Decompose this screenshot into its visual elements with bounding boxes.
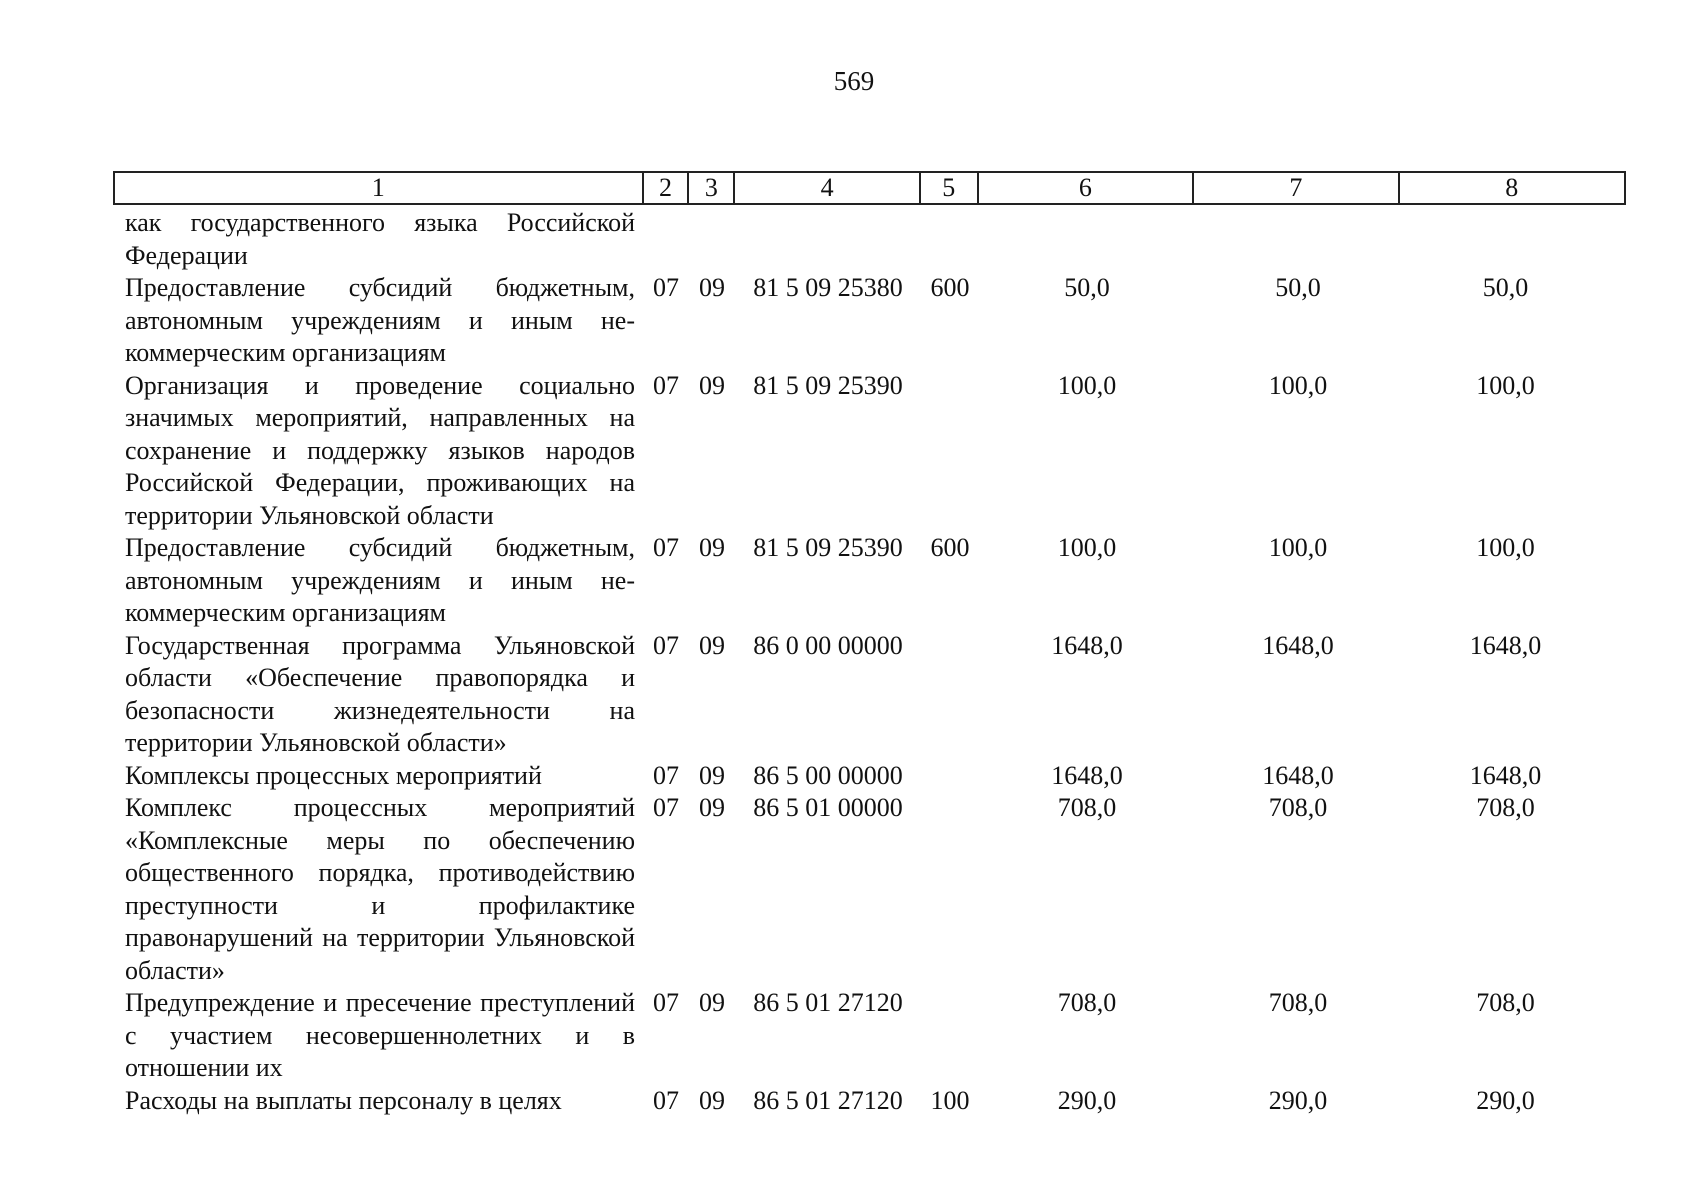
row-expense-type	[921, 760, 979, 793]
row-subsection: 09	[699, 630, 725, 660]
row-name: Организация и проведение социально значимых мероприятий, направленных на сохранение и поддержку языков народов Российской Федерации, проживающих на территории Ульяновской области	[125, 370, 635, 530]
row-name: как государственного языка Российской Федерации	[125, 208, 635, 270]
row-target-code: 81 5 09 25390	[753, 370, 903, 400]
row-amount-col7: 1648,0	[1262, 630, 1334, 660]
row-subsection: 09	[699, 370, 725, 400]
page-number: 569	[833, 66, 875, 96]
row-target-code: 81 5 09 25380	[753, 273, 903, 302]
row-expense-type	[921, 630, 979, 760]
row-amount-col6: 100,0	[1057, 370, 1117, 400]
row-expense-type	[921, 207, 979, 272]
row-expense-type	[921, 792, 979, 987]
row-name: Государственная программа Ульяновской области «Обеспечение правопорядка и безопасности жизнедеятельности на территории Ульяновской области»	[125, 630, 635, 757]
row-section: 07	[653, 1085, 679, 1115]
table-row	[113, 760, 1626, 793]
table-row	[113, 792, 1626, 987]
row-subsection: 09	[699, 533, 725, 562]
row-expense-type: 100	[930, 1085, 970, 1115]
row-amount-col6: 290,0	[1057, 1085, 1117, 1115]
row-amount-col7: 100,0	[1268, 370, 1328, 400]
row-amount-col7: 708,0	[1268, 793, 1328, 822]
row-section: 07	[653, 630, 679, 660]
row-target-code: 86 5 01 27120	[753, 988, 903, 1017]
row-amount-col8: 708,0	[1476, 793, 1535, 822]
table-row	[113, 207, 1626, 272]
row-subsection	[689, 207, 735, 272]
row-amount-col8: 290,0	[1476, 1085, 1535, 1115]
row-amount-col7: 290,0	[1268, 1085, 1328, 1115]
row-amount-col6: 100,0	[1057, 533, 1117, 562]
row-amount-col7: 50,0	[1275, 273, 1321, 302]
row-name: Предупреждение и пресечение преступлений с участием несовершеннолетних и в отношении их	[125, 988, 635, 1082]
row-amount-col6	[979, 207, 1195, 272]
row-expense-type: 600	[930, 533, 970, 562]
row-subsection: 09	[699, 988, 725, 1017]
header-col-2: 2	[644, 173, 690, 203]
row-target-code: 86 5 01 00000	[753, 793, 903, 822]
row-name: Комплекс процессных мероприятий «Комплексные меры по обеспечению общественного порядка, противодействию преступности и профилактике правонарушений на территории Ульяновской области»	[125, 793, 635, 985]
header-col-4: 4	[735, 173, 921, 203]
row-amount-col8: 100,0	[1476, 533, 1535, 562]
row-section: 07	[653, 533, 679, 562]
row-target-code: 86 5 00 00000	[753, 760, 903, 790]
row-amount-col8: 100,0	[1476, 370, 1535, 400]
table-header	[113, 171, 1626, 205]
row-subsection: 09	[699, 760, 725, 790]
row-subsection: 09	[699, 793, 725, 822]
row-amount-col6: 708,0	[1057, 793, 1117, 822]
row-name: Предоставление субсидий бюджетным, автономным учреждениям и иным некоммерческим организациям	[125, 273, 635, 367]
row-section: 07	[653, 793, 679, 822]
row-amount-col6: 1648,0	[1051, 760, 1123, 790]
header-col-5: 5	[921, 173, 979, 203]
row-amount-col6: 1648,0	[1051, 630, 1123, 660]
row-section	[643, 207, 689, 272]
header-col-7: 7	[1194, 173, 1399, 203]
row-amount-col7: 1648,0	[1262, 760, 1334, 790]
row-target-code: 86 5 01 27120	[753, 1085, 903, 1115]
row-expense-type	[921, 370, 979, 533]
table-row	[113, 370, 1626, 533]
row-amount-col6: 50,0	[1064, 273, 1110, 302]
row-target-code: 81 5 09 25390	[753, 533, 903, 562]
table-row	[113, 532, 1626, 630]
row-subsection: 09	[699, 1085, 725, 1115]
row-amount-col8: 708,0	[1476, 988, 1535, 1017]
row-subsection: 09	[699, 273, 725, 302]
header-col-6: 6	[979, 173, 1194, 203]
table-row	[113, 630, 1626, 760]
row-name: Комплексы процессных мероприятий	[125, 760, 542, 790]
row-amount-col8	[1401, 207, 1610, 272]
table-row	[113, 272, 1626, 370]
table-body	[113, 207, 1626, 1117]
row-amount-col7	[1195, 207, 1401, 272]
row-expense-type	[921, 987, 979, 1085]
row-target-code	[735, 207, 921, 272]
row-amount-col8: 50,0	[1482, 273, 1529, 302]
row-amount-col7: 708,0	[1268, 988, 1328, 1017]
header-col-1: 1	[115, 173, 644, 203]
row-section: 07	[653, 273, 679, 302]
row-expense-type: 600	[930, 273, 970, 302]
row-name: Расходы на выплаты персоналу в целях	[125, 1085, 562, 1115]
row-section: 07	[653, 370, 679, 400]
row-amount-col8: 1648,0	[1469, 630, 1542, 660]
row-amount-col8: 1648,0	[1469, 760, 1542, 790]
table-row	[113, 987, 1626, 1085]
header-col-8: 8	[1505, 173, 1519, 202]
row-target-code: 86 0 00 00000	[753, 630, 903, 660]
header-col-3: 3	[689, 173, 735, 203]
table-row	[113, 1085, 1626, 1118]
row-amount-col6: 708,0	[1057, 988, 1117, 1017]
row-name: Предоставление субсидий бюджетным, автономным учреждениям и иным некоммерческим организациям	[125, 533, 635, 627]
row-amount-col7: 100,0	[1268, 533, 1328, 562]
row-section: 07	[653, 988, 679, 1017]
row-section: 07	[653, 760, 679, 790]
